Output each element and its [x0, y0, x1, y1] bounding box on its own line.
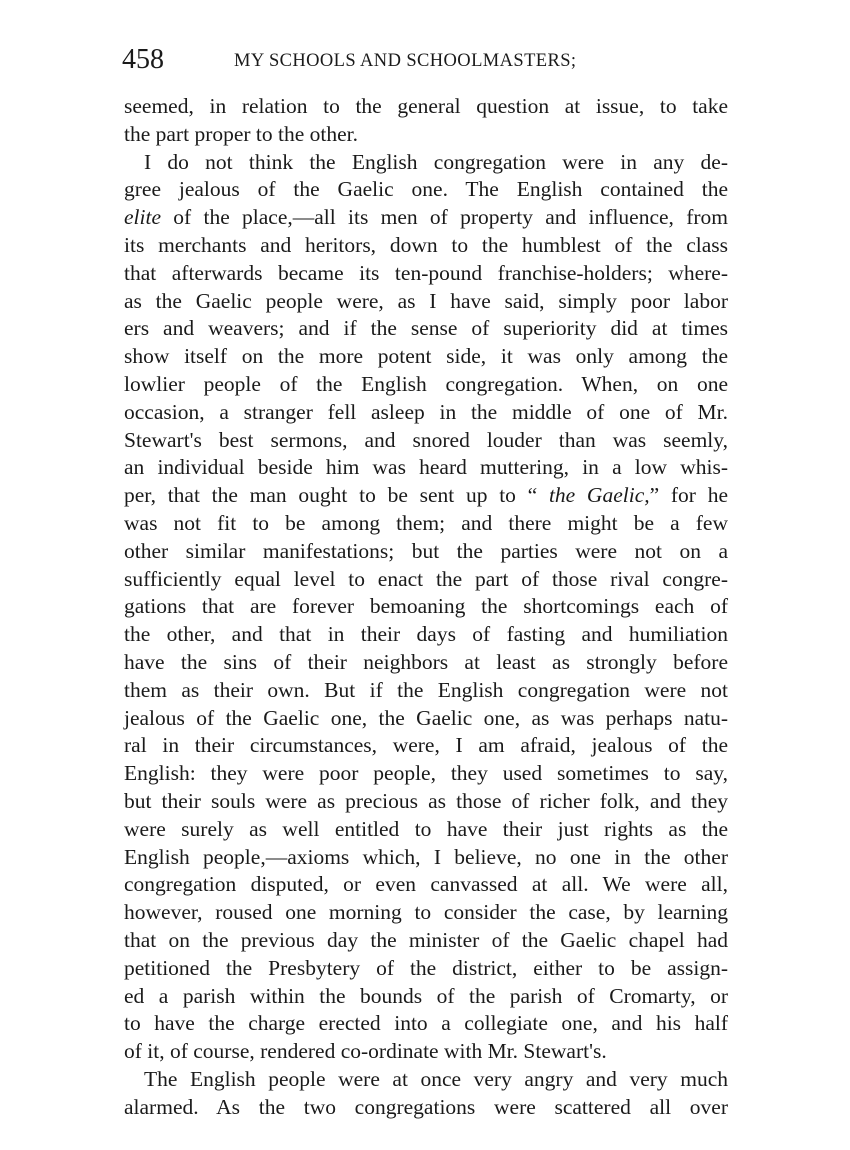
text-line: ers and weavers; and if the sense of superiority did at times — [124, 316, 728, 341]
text-line: as the Gaelic people were, as I have said, simply poor labor — [124, 288, 728, 313]
text-line: but their souls were as precious as those of richer folk, and they — [124, 788, 728, 813]
paragraph — [124, 149, 728, 1066]
text-line: were surely as well entitled to have their just rights as the — [124, 816, 728, 841]
text-line: the other, and that in their days of fasting and humiliation — [124, 622, 728, 647]
text-line: however, roused one morning to consider the case, by learning — [124, 900, 728, 925]
text-line: other similar manifestations; but the parties were not on a — [124, 538, 728, 563]
text-line: the part proper to the other. — [124, 121, 359, 146]
text-line: its merchants and heritors, down to the humblest of the class — [124, 232, 728, 257]
text-line: English: they were poor people, they used sometimes to say, — [124, 761, 728, 786]
running-head: MY SCHOOLS AND SCHOOLMASTERS; — [234, 51, 577, 71]
paragraph — [124, 93, 728, 149]
text-line: jealous of the Gaelic one, the Gaelic one, as was perhaps natu- — [124, 705, 728, 730]
text-line: occasion, a stranger fell asleep in the middle of one of Mr. — [124, 399, 728, 424]
text-line: that on the previous day the minister of the Gaelic chapel had — [124, 927, 728, 952]
paragraph — [124, 1066, 728, 1122]
page-number: 458 — [122, 44, 164, 75]
text-line: per, that the man ought to be sent up to “ the Gaelic,” for he — [124, 483, 728, 508]
text-line: ed a parish within the bounds of the parish of Cromarty, or — [124, 983, 728, 1008]
text-line: was not fit to be among them; and there might be a few — [124, 510, 728, 535]
text-line: sufficiently equal level to enact the part of those rival congre- — [124, 566, 728, 591]
text-line: lowlier people of the English congregation. When, on one — [124, 371, 728, 396]
text-line: The English people were at once very angry and very much — [144, 1066, 728, 1091]
text-line: English people,—axioms which, I believe, no one in the other — [124, 844, 728, 869]
text-line: gree jealous of the Gaelic one. The English contained the — [124, 177, 728, 202]
page-header — [122, 40, 730, 80]
text-line: Stewart's best sermons, and snored louder than was seemly, — [124, 427, 728, 452]
text-line: petitioned the Presbytery of the district, either to be assign- — [124, 955, 728, 980]
body-text — [124, 93, 728, 1121]
italic-text: the Gaelic, — [548, 483, 650, 508]
text-line: alarmed. As the two congregations were scattered all over — [124, 1094, 728, 1119]
text-line: ral in their circumstances, were, I am afraid, jealous of the — [124, 733, 728, 758]
text-line: elite of the place,—all its men of property and influence, from — [124, 205, 728, 230]
text-line: that afterwards became its ten-pound franchise-holders; where- — [124, 260, 728, 285]
text-line: show itself on the more potent side, it was only among the — [124, 344, 728, 369]
text-line: seemed, in relation to the general question at issue, to take — [124, 94, 728, 118]
text-line: have the sins of their neighbors at least as strongly before — [124, 649, 728, 674]
text-line: of it, of course, rendered co-ordinate with Mr. Stewart's. — [124, 1039, 607, 1064]
text-line: an individual beside him was heard muttering, in a low whis- — [124, 455, 728, 480]
text-line: them as their own. But if the English congregation were not — [124, 677, 728, 702]
text-line: gations that are forever bemoaning the shortcomings each of — [124, 594, 728, 619]
text-line: congregation disputed, or even canvassed at all. We were all, — [124, 872, 728, 897]
text-line: to have the charge erected into a collegiate one, and his half — [124, 1011, 728, 1036]
text-line: I do not think the English congregation were in any de- — [144, 149, 728, 174]
italic-text: elite — [124, 205, 162, 230]
